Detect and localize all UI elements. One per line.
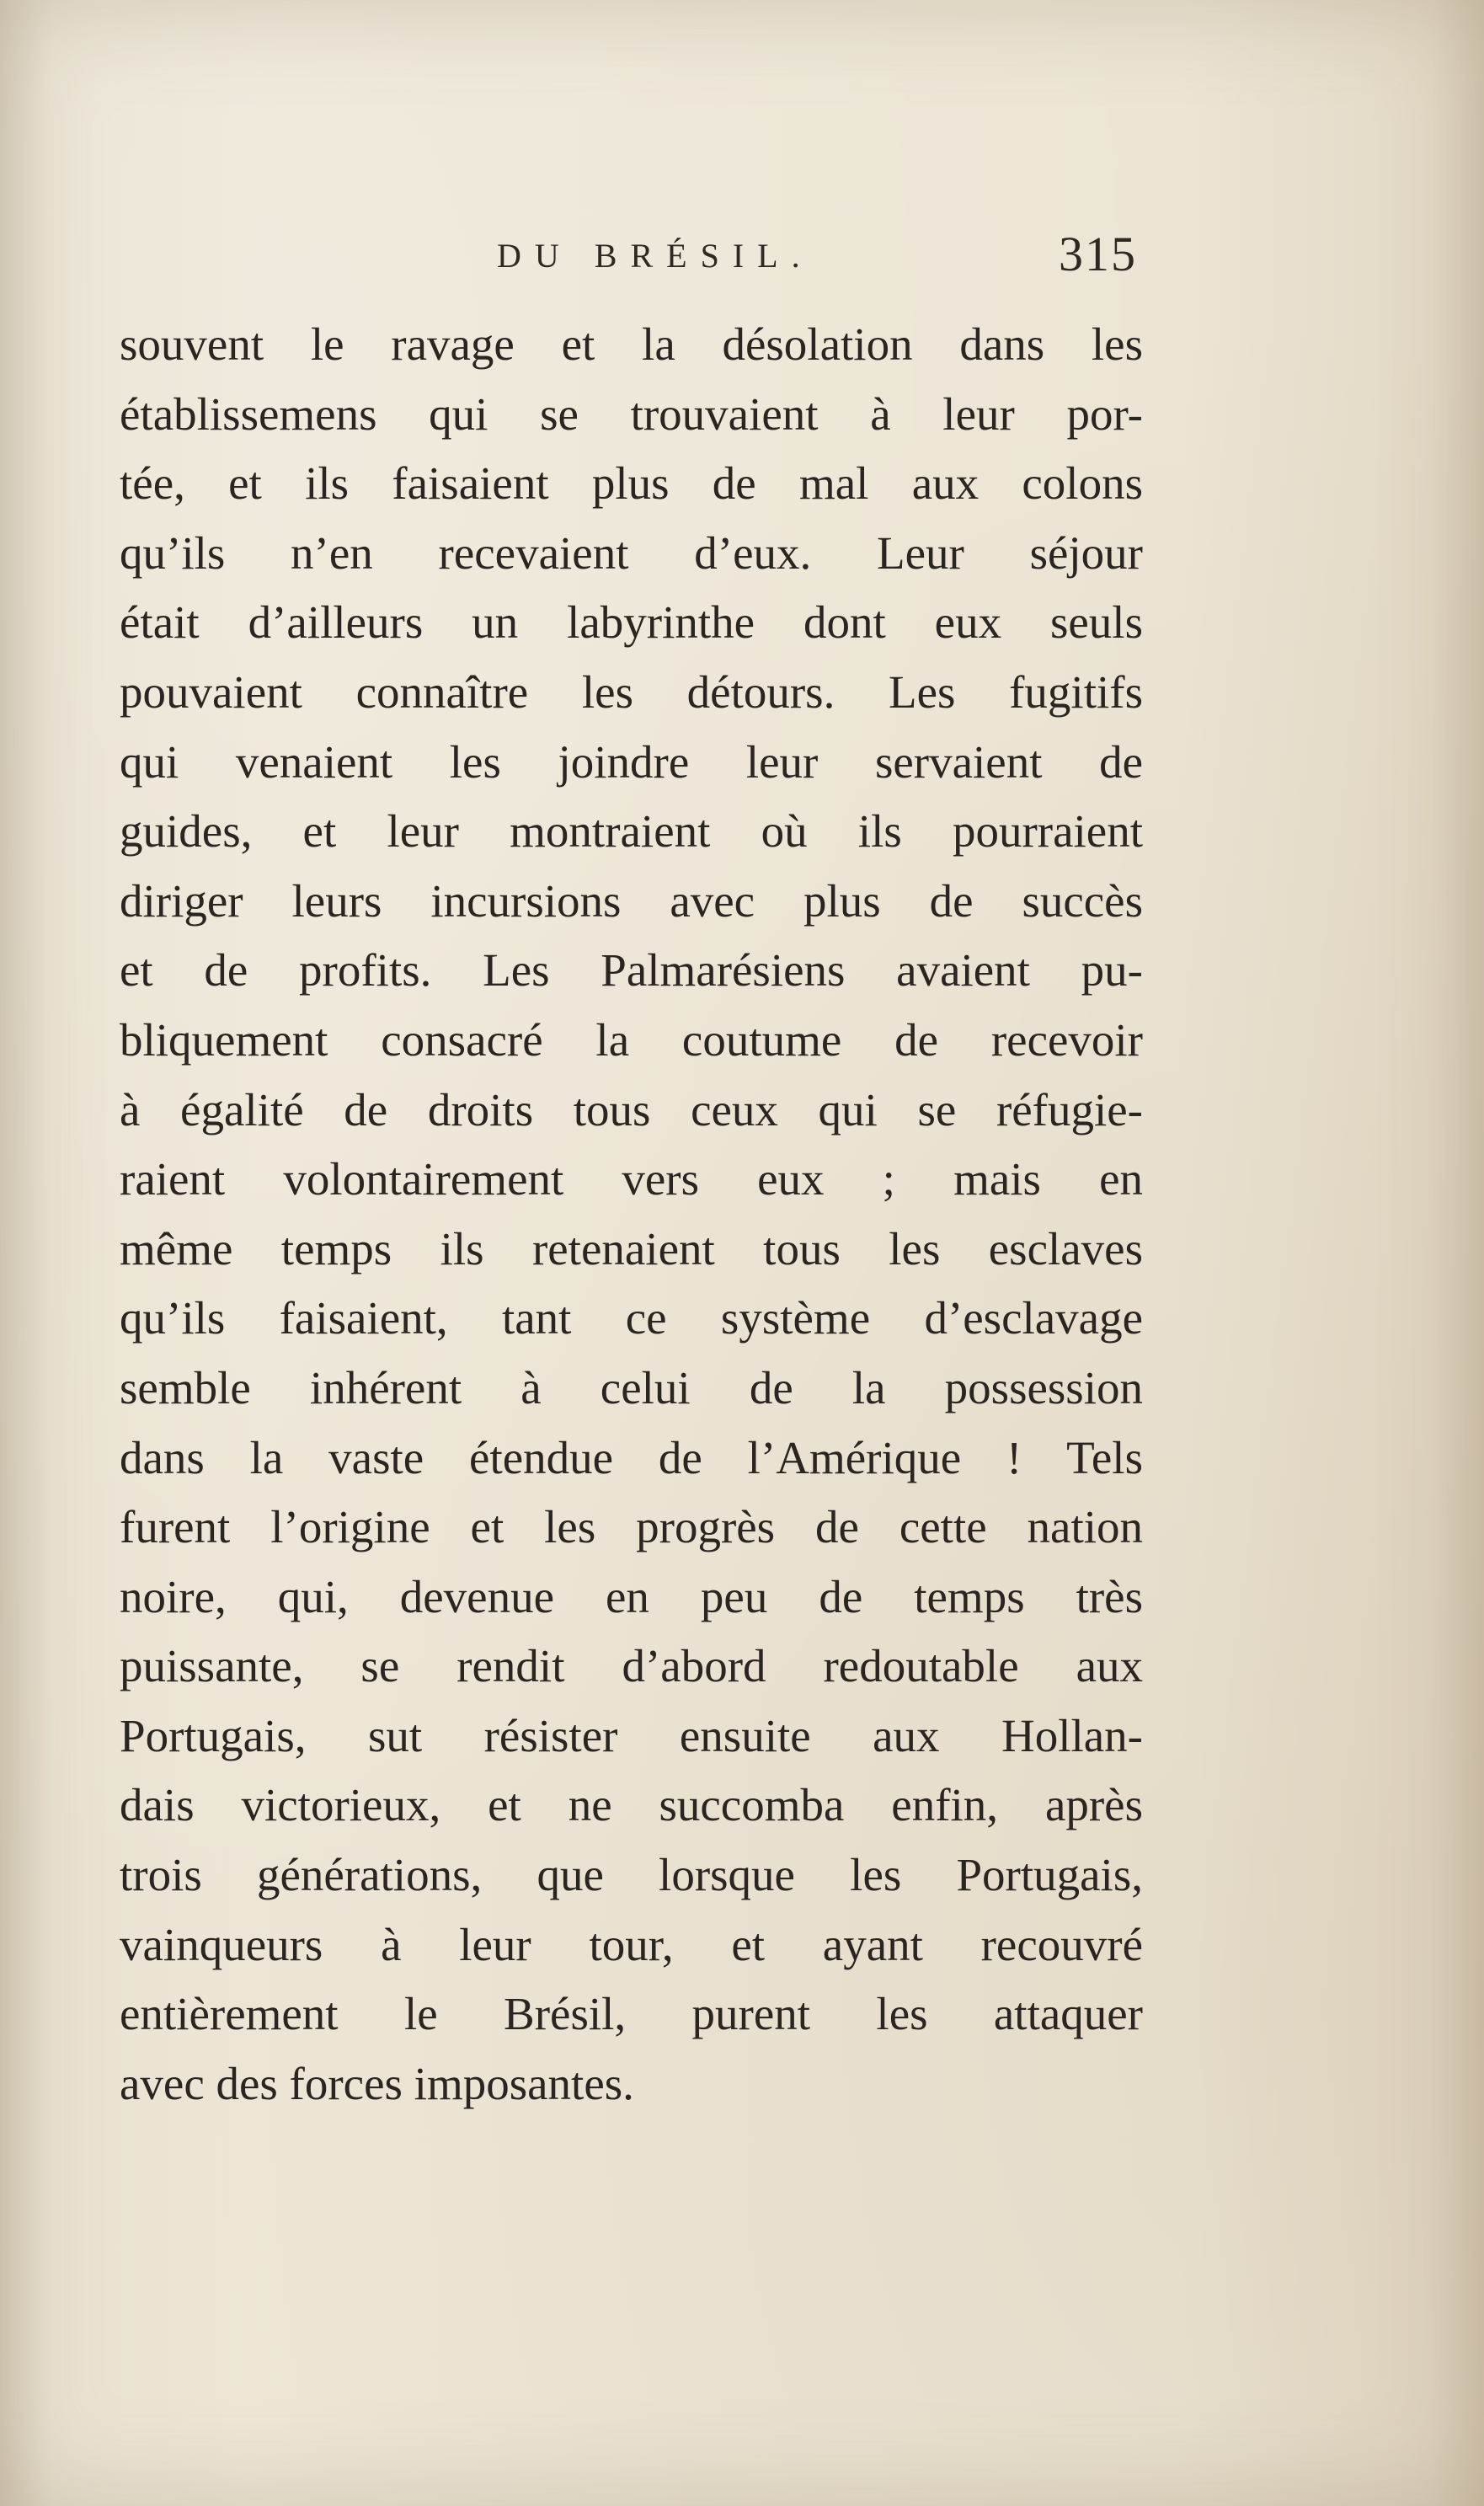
text-line: était d’ailleurs un labyrinthe dont eux seuls bbox=[120, 596, 1143, 649]
text-line: noire, qui, devenue en peu de temps très bbox=[120, 1570, 1143, 1622]
text-line: même temps ils retenaient tous les esclaves bbox=[120, 1222, 1143, 1274]
text-line: guides, et leur montraient où ils pourraient bbox=[120, 805, 1143, 858]
text-line: semble inhérent à celui de la possession bbox=[120, 1361, 1143, 1413]
running-head bbox=[497, 226, 1137, 293]
text-line: à égalité de droits tous ceux qui se réfugie- bbox=[120, 1083, 1143, 1135]
text-line: et de profits. Les Palmarésiens avaient pu- bbox=[120, 944, 1143, 997]
text-line: raient volontairement vers eux ; mais en bbox=[120, 1153, 1143, 1205]
text-line: vainqueurs à leur tour, et ayant recouvré bbox=[120, 1918, 1143, 1970]
text-line: puissante, se rendit d’abord redoutable aux bbox=[120, 1640, 1143, 1692]
running-title: DU BRÉSIL. bbox=[497, 237, 814, 275]
text-line: entièrement le Brésil, purent les attaquer bbox=[120, 1988, 1143, 2040]
text-line: diriger leurs incursions avec plus de succès bbox=[120, 874, 1143, 927]
text-line: qu’ils n’en recevaient d’eux. Leur séjour bbox=[120, 526, 1143, 579]
text-line: trois générations, que lorsque les Portugais, bbox=[120, 1849, 1143, 1901]
text-line: Portugais, sut résister ensuite aux Hollan- bbox=[120, 1709, 1143, 1761]
text-line: pouvaient connaître les détours. Les fugitifs bbox=[120, 665, 1143, 718]
text-line: tée, et ils faisaient plus de mal aux colons bbox=[120, 457, 1143, 510]
text-line: qui venaient les joindre leur servaient de bbox=[120, 735, 1143, 788]
text-line: dais victorieux, et ne succomba enfin, après bbox=[120, 1779, 1143, 1831]
text-line: établissemens qui se trouvaient à leur por- bbox=[120, 387, 1143, 440]
text-line: bliquement consacré la coutume de recevoir bbox=[120, 1013, 1143, 1066]
page-number: 315 bbox=[1059, 227, 1137, 281]
text-line: furent l’origine et les progrès de cette nation bbox=[120, 1501, 1143, 1553]
text-line: dans la vaste étendue de l’Amérique ! Tels bbox=[120, 1431, 1143, 1483]
text-line: souvent le ravage et la désolation dans les bbox=[120, 318, 1143, 370]
text-line: qu’ils faisaient, tant ce système d’esclavage bbox=[120, 1292, 1143, 1344]
body-text bbox=[120, 310, 1143, 2119]
text-line-last: avec des forces imposantes. bbox=[120, 2057, 634, 2109]
